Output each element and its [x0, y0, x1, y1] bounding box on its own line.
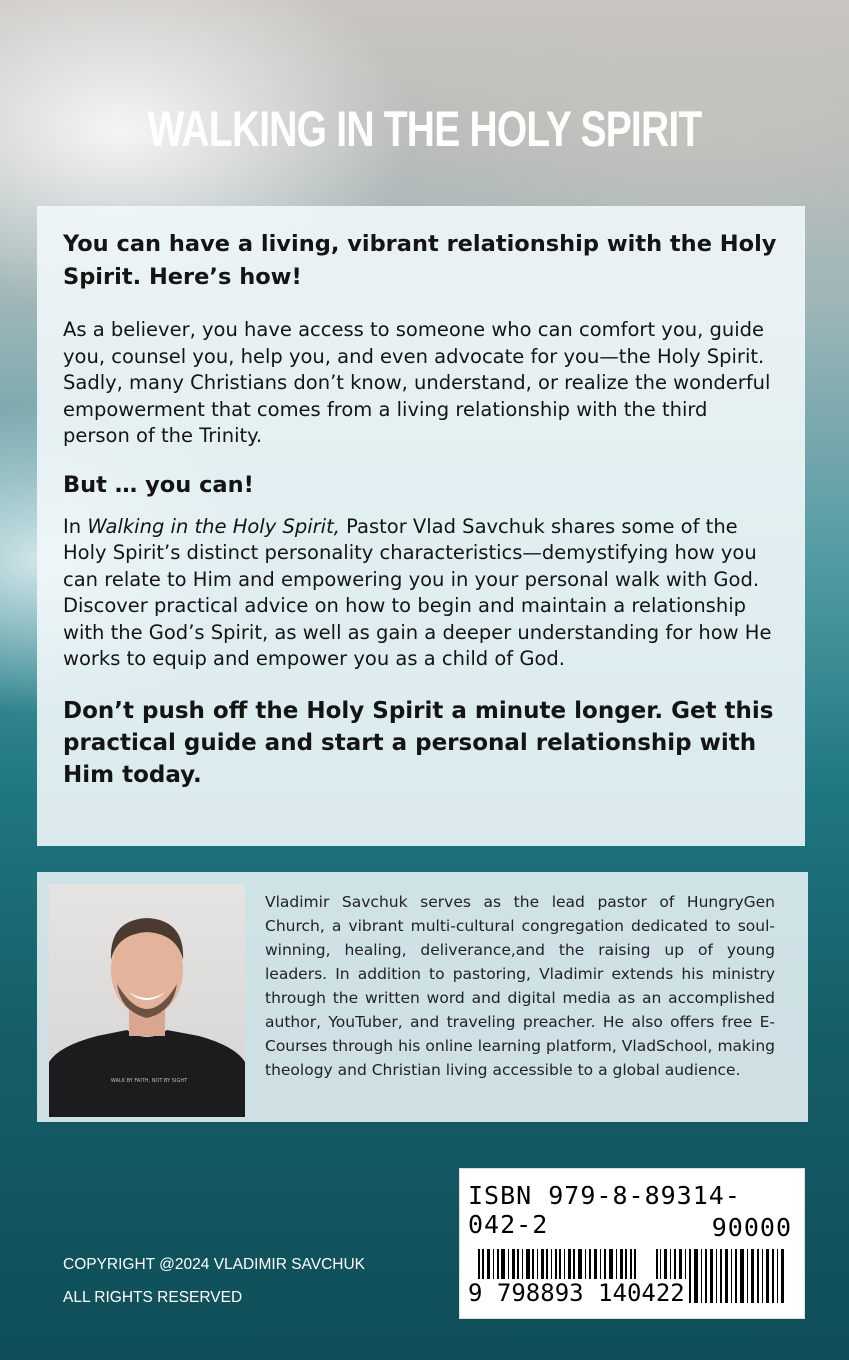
- description-paragraph-1: As a believer, you have access to someone who can comfort you, guide you, counsel you, help you, and even advocate for you—the Holy Spirit. Sadly, many Christians don’t know, understand, or realize the wonderful empowerment that comes from a living relationship with the third person of the Trinity.: [63, 318, 771, 447]
- author-photo: [49, 884, 245, 1117]
- author-box: [37, 872, 808, 1122]
- book-title-italic: Walking in the Holy Spirit,: [87, 514, 340, 538]
- shirt-text: WALK BY FAITH, NOT BY SIGHT: [110, 1078, 188, 1084]
- price-addon: 90000: [711, 1213, 792, 1242]
- description-paragraph-2: [63, 514, 779, 673]
- ean-digits: 9 798893 140422: [468, 1279, 685, 1307]
- rights-line: ALL RIGHTS RESERVED: [63, 1289, 243, 1306]
- isbn-text: ISBN 979-8-89314-042-2: [468, 1181, 741, 1239]
- book-title: WALKING IN THE HOLY SPIRIT: [147, 101, 702, 157]
- isbn-barcode: [459, 1168, 805, 1319]
- but-you-can-heading: But … you can!: [63, 471, 254, 498]
- copyright-line: COPYRIGHT @2024 VLADIMIR SAVCHUK: [63, 1256, 365, 1273]
- paragraph-2-rest: Pastor Vlad Savchuk shares some of the Holy Spirit’s distinct personality characteristics—demystifying how you can relate to Him and empowering you in your personal walk with God. Discover practical advice on how to begin and maintain a relationship with the God’s Spirit, as well as gain a deeper understanding for how He works to equip and empower you as a child of God.: [63, 514, 772, 670]
- paragraph-2-prefix: In: [63, 514, 88, 538]
- description-panel: [37, 206, 805, 846]
- lead-heading: You can have a living, vibrant relationship with the Holy Spirit. Here’s how!: [63, 231, 777, 290]
- closing-call-to-action: Don’t push off the Holy Spirit a minute longer. Get this practical guide and start a personal relationship with Him today.: [63, 697, 774, 788]
- author-bio: Vladimir Savchuk serves as the lead pastor of HungryGen Church, a vibrant multi-cultural congregation dedicated to soul-winning, healing, deliverance,and the raising up of young leaders. In addition to pastoring, Vladimir extends his ministry through the written word and digital media as an accomplished author, YouTuber, and traveling preacher. He also offers free E-Courses through his online learning platform, VladSchool, making theology and Christian living accessible to a global audience.: [265, 893, 775, 1079]
